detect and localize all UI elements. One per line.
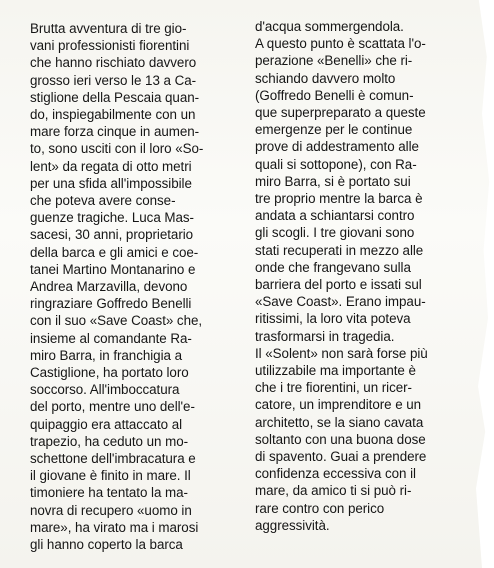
article-line: quipaggio era attaccato al <box>30 416 183 432</box>
article-line: architetto, se la siano cavata <box>255 414 424 430</box>
article-line: (Goffredo Benelli è comun- <box>255 87 414 103</box>
article-line: ringraziare Goffredo Benelli <box>30 296 192 312</box>
article-line: stiglione della Pescaia quan- <box>30 89 200 105</box>
article-line: del porto, mentre uno dell'e- <box>30 399 195 415</box>
article-line: con il suo «Save Coast» che, <box>30 313 203 329</box>
article-line: insieme al comandante Ra- <box>30 330 192 346</box>
article-line: Brutta avventura di tre gio- <box>30 21 187 36</box>
article-line: que superpreparato a queste <box>255 105 426 121</box>
article-line: di spavento. Guai a prendere <box>255 449 427 465</box>
article-line: emergenze per le continue <box>255 122 413 138</box>
article-line: rare contro con perico <box>255 500 385 516</box>
article-line: che poteva avere conse- <box>30 193 176 209</box>
article-line: andata a schiantarsi contro <box>255 208 415 224</box>
article-line: schettone dell'imbracatura e <box>30 451 196 467</box>
article-line: gli scogli. I tre giovani sono <box>255 225 415 241</box>
article-line: che hanno rischiato davvero <box>30 55 197 71</box>
article-line: perazione «Benelli» che ri- <box>255 53 413 69</box>
article-line: il giovane è finito in mare. Il <box>30 468 191 484</box>
article-line: grosso ieri verso le 13 a Ca- <box>30 72 197 88</box>
article-line: Castiglione, ha portato loro <box>30 365 189 381</box>
article-line: onde che frangevano sulla <box>255 259 411 275</box>
article-line: timoniere ha tentato la ma- <box>30 485 188 501</box>
article-line: mare forza cinque in aumen- <box>30 124 200 140</box>
article-line: tanei Martino Montanarino e <box>30 261 196 277</box>
article-line: barriera del porto e issati sul <box>255 277 422 293</box>
article-line: che i tre fiorentini, un ricer- <box>255 380 412 396</box>
article-line: novra di recupero «uomo in <box>30 502 192 518</box>
article-line: soltanto con una buona dose <box>255 431 426 447</box>
article-line: trasformarsi in tragedia. <box>255 328 395 344</box>
article-line: mare», ha virato ma i marosi <box>30 519 199 535</box>
article-line: Andrea Marzavilla, devono <box>30 279 188 295</box>
article-line: miro Barra, in franchigia a <box>30 347 182 363</box>
article-line: d'acqua sommergendola. <box>255 19 404 34</box>
article-line: guenze tragiche. Luca Mas- <box>30 210 194 226</box>
article-line: soccorso. All'imboccatura <box>30 382 180 398</box>
article-line: to, sono usciti con il loro «So- <box>30 141 204 157</box>
article-column-right <box>255 18 480 534</box>
article-line: utilizzabile ma importante è <box>255 363 416 379</box>
article-line: per una sfida all'impossibile <box>30 175 192 191</box>
article-line: della barca e gli amici e coe- <box>30 244 199 260</box>
article-line: trapezio, ha ceduto un mo- <box>30 433 188 449</box>
article-line: do, inspiegabilmente con un <box>30 107 196 123</box>
article-line: prove di addestramento alle <box>255 139 419 155</box>
article-line: vani professionisti fiorentini <box>30 38 190 54</box>
article-line: lent» da regata di otto metri <box>30 158 192 174</box>
article-line: quali si sottopone), con Ra- <box>255 156 417 172</box>
article-line: confidenza eccessiva con il <box>255 466 416 482</box>
article-line: catore, un imprenditore e un <box>255 397 422 413</box>
article-line: «Save Coast». Erano impau- <box>255 294 426 310</box>
article-line: schiando davvero molto <box>255 70 396 86</box>
article-line: sacesi, 30 anni, proprietario <box>30 227 194 243</box>
article-line: miro Barra, si è portato sui <box>255 173 411 189</box>
article-line: aggressività. <box>255 517 330 533</box>
article-line: stati recuperati in mezzo alle <box>255 242 424 258</box>
article-line: tre proprio mentre la barca è <box>255 191 423 207</box>
article-line: mare, da amico ti si può ri- <box>255 483 412 499</box>
article-line: ritissimi, la loro vita poteva <box>255 311 411 327</box>
article-line: gli hanno coperto la barca <box>30 537 183 553</box>
article-line: Il «Solent» non sarà forse più <box>255 345 428 361</box>
article-line: A questo punto è scattata l'o- <box>255 36 426 52</box>
article-column-left <box>30 20 252 553</box>
